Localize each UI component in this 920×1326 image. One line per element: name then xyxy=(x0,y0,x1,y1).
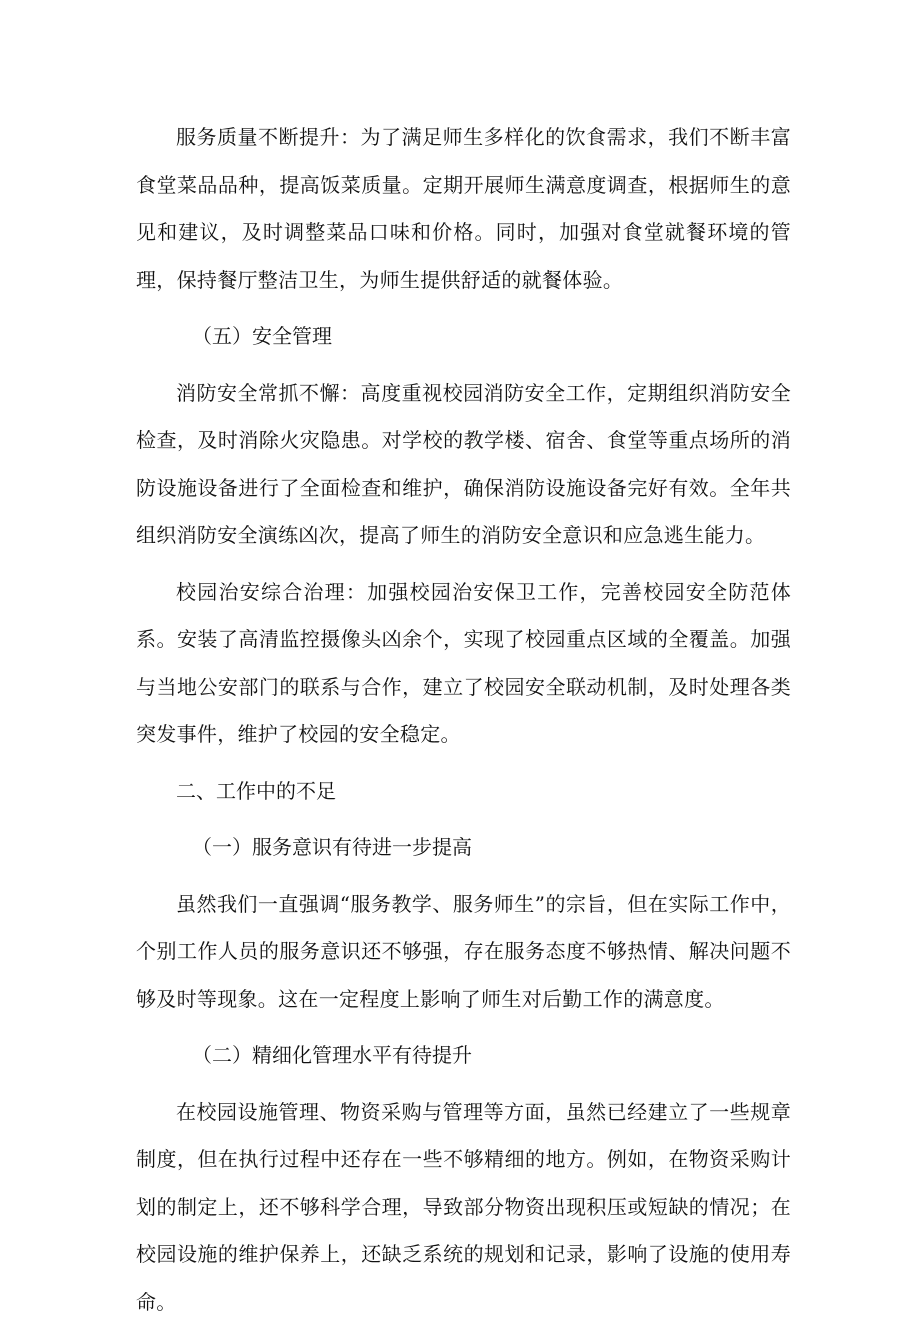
document-page xyxy=(136,114,791,1326)
paragraph-fire-safety: 消防安全常抓不懈：高度重视校园消防安全工作，定期组织消防安全检查，及时消除火灾隐患。对学校的教学楼、宿舍、食堂等重点场所的消防设施设备进行了全面检查和维护，确保消防设施设备完好有效。全年共组织消防安全演练凶次，提高了师生的消防安全意识和应急逃生能力。 xyxy=(136,370,791,560)
paragraph-service-quality: 服务质量不断提升：为了满足师生多样化的饮食需求，我们不断丰富食堂菜品品种，提高饭菜质量。定期开展师生满意度调查，根据师生的意见和建议，及时调整菜品口味和价格。同时，加强对食堂就餐环境的管理，保持餐厅整洁卫生，为师生提供舒适的就餐体验。 xyxy=(136,114,791,304)
paragraph-campus-security: 校园治安综合治理：加强校园治安保卫工作，完善校园安全防范体系。安装了高清监控摄像头凶余个，实现了校园重点区域的全覆盖。加强与当地公安部门的联系与合作，建立了校园安全联动机制，及时处理各类突发事件，维护了校园的安全稳定。 xyxy=(136,569,791,759)
paragraph-refined-management: 在校园设施管理、物资采购与管理等方面，虽然已经建立了一些规章制度，但在执行过程中还存在一些不够精细的地方。例如，在物资采购计划的制定上，还不够科学合理，导致部分物资出现积压或短缺的情况；在校园设施的维护保养上，还缺乏系统的规划和记录，影响了设施的使用寿命。 xyxy=(136,1089,791,1326)
heading-safety-management: （五）安全管理 xyxy=(136,313,791,361)
heading-service-awareness: （一）服务意识有待进一步提高 xyxy=(136,824,791,872)
paragraph-service-awareness: 虽然我们一直强调“服务教学、服务师生”的宗旨，但在实际工作中，个别工作人员的服务意识还不够强，存在服务态度不够热情、解决问题不够及时等现象。这在一定程度上影响了师生对后勤工作的满意度。 xyxy=(136,881,791,1024)
heading-refined-management: （二）精细化管理水平有待提升 xyxy=(136,1032,791,1080)
heading-shortcomings: 二、工作中的不足 xyxy=(136,768,791,816)
